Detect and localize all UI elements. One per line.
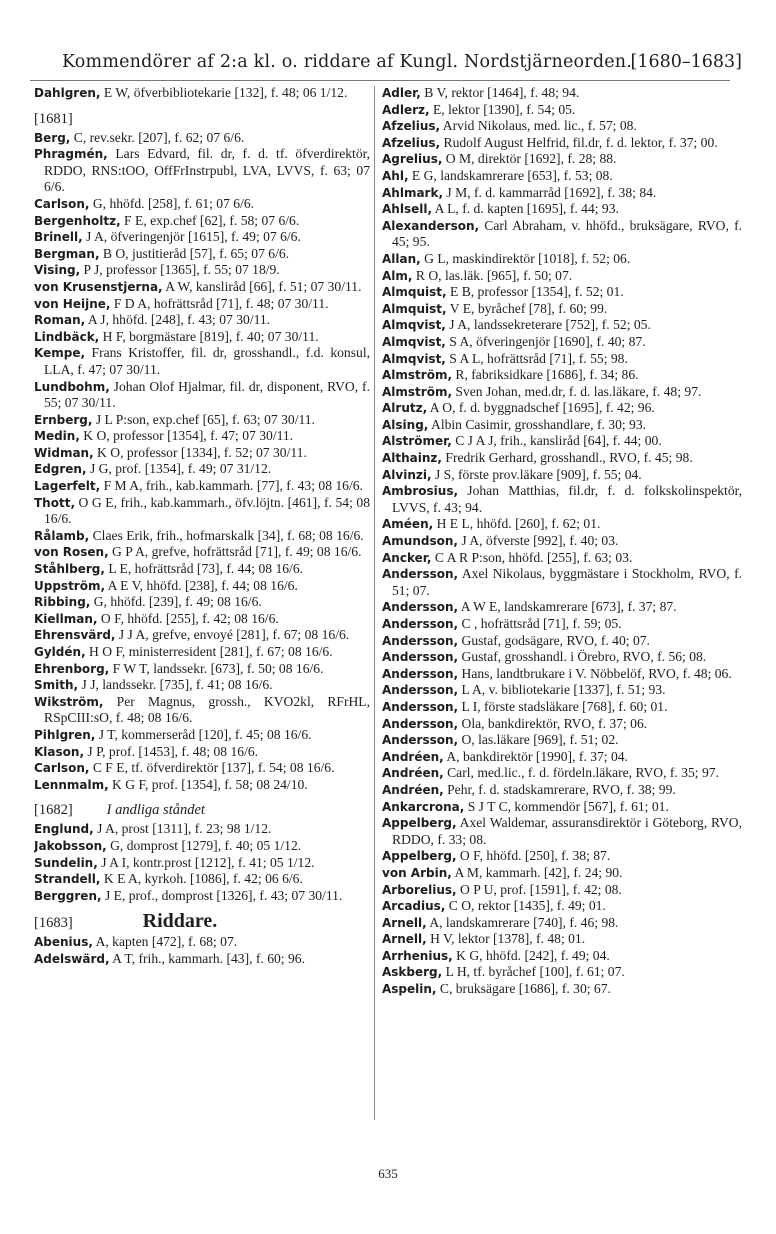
register-entry <box>382 799 742 816</box>
entry-surname: Adlerz, <box>382 102 430 117</box>
register-entry <box>382 550 742 567</box>
register-entry <box>382 682 742 699</box>
register-entry <box>34 578 370 595</box>
register-entry <box>382 931 742 948</box>
entry-details: Pehr, f. d. stadskamrerare, RVO, f. 38; 99. <box>443 781 676 797</box>
entry-surname: Abenius, <box>34 935 93 950</box>
entry-details: A W E, landskamrerare [673], f. 37; 87. <box>458 599 677 615</box>
entry-details: G, domprost [1279], f. 40; 05 1/12. <box>106 837 302 853</box>
entry-details: J J A, grefve, envoyé [281], f. 67; 08 16/6. <box>115 627 350 643</box>
entry-details: Carl, med.lic., f. d. fördeln.läkare, RVO, f. 35; 97. <box>443 765 719 781</box>
entry-details: C, rev.sekr. [207], f. 62; 07 6/6. <box>70 129 245 145</box>
register-entry <box>34 744 370 761</box>
entry-details: A, bankdirektör [1990], f. 37; 04. <box>443 748 628 764</box>
register-entry <box>34 412 370 429</box>
register-entry <box>34 428 370 445</box>
entry-surname: Arnell, <box>382 932 427 947</box>
register-entry <box>382 102 742 119</box>
register-entry <box>382 749 742 766</box>
entry-details: C O, rektor [1435], f. 49; 01. <box>445 898 606 914</box>
entry-details: A T, frih., kammarh. [43], f. 60; 96. <box>109 950 305 966</box>
register-entry <box>34 296 370 313</box>
entry-details: O M, direktör [1692], f. 28; 88. <box>442 151 617 167</box>
register-entry <box>34 379 370 412</box>
entry-surname: Adelswärd, <box>34 951 110 966</box>
register-entry <box>382 218 742 251</box>
register-entry <box>34 85 370 102</box>
register-entry <box>34 544 370 561</box>
entry-details: A, kapten [472], f. 68; 07. <box>92 934 238 950</box>
register-entry <box>382 915 742 932</box>
entry-details: G P A, grefve, hofrättsråd [71], f. 49; 08 16/6. <box>108 544 362 560</box>
entry-surname: Almquist, <box>382 285 447 300</box>
entry-details: G L, maskindirektör [1018], f. 52; 06. <box>420 250 631 266</box>
register-entry <box>382 599 742 616</box>
entry-details: L I, förste stadsläkare [768], f. 60; 01. <box>458 698 668 714</box>
entry-details: A W, kansliråd [66], f. 51; 07 30/11. <box>162 278 362 294</box>
entry-details: Gustaf, godsägare, RVO, f. 40; 07. <box>458 632 650 648</box>
register-entry <box>34 312 370 329</box>
entry-details: S A, öfveringenjör [1690], f. 40; 87. <box>445 333 646 349</box>
register-entry <box>382 284 742 301</box>
entry-details: A J, hhöfd. [248], f. 43; 07 30/11. <box>85 312 271 328</box>
entry-details: C J A J, frih., kansliråd [64], f. 44; 00. <box>451 433 662 449</box>
register-entry <box>382 201 742 218</box>
entry-surname: Almquist, <box>382 301 447 316</box>
entry-surname: Agrelius, <box>382 152 443 167</box>
entry-details: A, landskamrerare [740], f. 46; 98. <box>426 914 619 930</box>
header-range: [1680–1683] <box>630 52 742 72</box>
entry-surname: von Heijne, <box>34 296 111 311</box>
entry-details: O G E, frih., kab.kammarh., öfv.löjtn. [461], f. 54; 08 16/6. <box>44 494 370 527</box>
entry-surname: Lagerfelt, <box>34 479 101 494</box>
entry-surname: Ahl, <box>382 168 409 183</box>
entry-surname: Andersson, <box>382 733 459 748</box>
entry-details: Axel Waldemar, assuransdirektör i Göteborg, RVO, RDDO, f. 33; 08. <box>392 815 742 847</box>
entry-surname: Edgren, <box>34 462 87 477</box>
entry-details: E G, landskamrerare [653], f. 53; 08. <box>408 167 613 183</box>
entry-details: G, hhöfd. [258], f. 61; 07 6/6. <box>89 195 255 211</box>
entry-details: J A, prost [1311], f. 23; 98 1/12. <box>93 821 272 837</box>
entry-surname: Aspelin, <box>382 982 437 997</box>
register-entry <box>34 855 370 872</box>
register-entry <box>382 882 742 899</box>
entry-details: Carl Abraham, v. hhöfd., bruksägare, RVO, f. 45; 95. <box>392 217 742 250</box>
entry-surname: Lundbohm, <box>34 379 110 394</box>
entry-surname: Almqvist, <box>382 318 446 333</box>
entry-surname: Ribbing, <box>34 595 91 610</box>
entry-details: P J, professor [1365], f. 55; 07 18/9. <box>80 262 280 278</box>
entry-surname: Wikström, <box>34 694 104 709</box>
entry-surname: von Rosen, <box>34 545 109 560</box>
register-entry <box>382 649 742 666</box>
entry-surname: Smith, <box>34 678 79 693</box>
entry-surname: Brinell, <box>34 230 83 245</box>
register-entry <box>382 185 742 202</box>
register-entry <box>34 661 370 678</box>
register-entry <box>382 351 742 368</box>
register-entry <box>382 533 742 550</box>
entry-details: Sven Johan, med.dr, f. d. las.läkare, f. 48; 97. <box>452 383 702 399</box>
entry-surname: Widman, <box>34 445 94 460</box>
entry-details: Fredrik Gerhard, grosshandl., RVO, f. 45; 98. <box>441 450 693 466</box>
register-entry <box>382 433 742 450</box>
section-title: Riddare. <box>142 910 218 933</box>
register-entry <box>34 478 370 495</box>
entry-details: J P, prof. [1453], f. 48; 08 16/6. <box>84 743 259 759</box>
entry-surname: Andersson, <box>382 716 459 731</box>
entry-surname: Appelberg, <box>382 849 457 864</box>
register-entry <box>34 495 370 528</box>
entry-details: K E A, kyrkoh. [1086], f. 42; 06 6/6. <box>100 871 303 887</box>
register-entry <box>382 948 742 965</box>
entry-surname: Ankarcrona, <box>382 799 465 814</box>
register-entry <box>34 561 370 578</box>
year-label: [1681] <box>34 110 73 127</box>
entry-surname: Ernberg, <box>34 412 93 427</box>
register-entry <box>382 118 742 135</box>
entry-surname: Berggren, <box>34 888 102 903</box>
entry-details: A O, f. d. byggnadschef [1695], f. 42; 96. <box>427 400 655 416</box>
entry-details: Frans Kristoffer, fil. dr, grosshandl., f.d. konsul, LLA, f. 47; 07 30/11. <box>44 345 370 377</box>
register-entry <box>34 146 370 196</box>
entry-surname: Amundson, <box>382 534 458 549</box>
entry-surname: Améen, <box>382 517 434 532</box>
entry-surname: Andersson, <box>382 600 459 615</box>
register-entry <box>34 951 370 968</box>
register-entry <box>382 483 742 516</box>
entry-surname: Pihlgren, <box>34 727 96 742</box>
register-entry <box>34 934 370 951</box>
entry-details: L A, v. bibliotekarie [1337], f. 51; 93. <box>458 682 666 698</box>
entry-details: Claes Erik, frih., hofmarskalk [34], f. 68; 08 16/6. <box>89 527 364 543</box>
register-entry <box>382 85 742 102</box>
entry-surname: Andréen, <box>382 782 444 797</box>
entry-surname: Appelberg, <box>382 816 457 831</box>
register-entry <box>34 213 370 230</box>
year-label: [1682] <box>34 802 73 819</box>
register-entry <box>382 151 742 168</box>
entry-surname: Roman, <box>34 313 86 328</box>
register-entry <box>34 196 370 213</box>
entry-details: K G F, prof. [1354], f. 58; 08 24/10. <box>108 776 308 792</box>
entry-surname: Rålamb, <box>34 528 90 543</box>
entry-surname: Afzelius, <box>382 119 441 134</box>
entry-details: A L, f. d. kapten [1695], f. 44; 93. <box>432 201 619 217</box>
entry-surname: Alvinzi, <box>382 467 432 482</box>
year-heading <box>34 110 370 128</box>
entry-surname: Berg, <box>34 130 71 145</box>
entry-details: J G, prof. [1354], f. 49; 07 31/12. <box>86 461 272 477</box>
entry-details: K G, hhöfd. [242], f. 49; 04. <box>452 947 610 963</box>
register-entry <box>34 445 370 462</box>
entry-surname: Alexanderson, <box>382 218 480 233</box>
register-entry <box>382 367 742 384</box>
entry-surname: Bergenholtz, <box>34 213 121 228</box>
entry-details: L E, hofrättsråd [73], f. 44; 08 16/6. <box>104 561 304 577</box>
register-entry <box>34 871 370 888</box>
register-entry <box>382 699 742 716</box>
entry-surname: Carlson, <box>34 761 90 776</box>
entry-details: C , hofrättsråd [71], f. 59; 05. <box>458 616 622 631</box>
entry-details: V E, byråchef [78], f. 60; 99. <box>446 300 608 316</box>
register-entry <box>382 268 742 285</box>
register-entry <box>382 616 742 633</box>
entry-details: F W T, landssekr. [673], f. 50; 08 16/6. <box>109 660 324 676</box>
entry-surname: Ahlmark, <box>382 185 444 200</box>
entry-surname: Alsing, <box>382 417 429 432</box>
entry-details: F M A, frih., kab.kammarh. [77], f. 43; 08 16/6. <box>100 478 363 494</box>
entry-details: J S, förste prov.läkare [909], f. 55; 04. <box>431 466 642 482</box>
entry-details: E B, professor [1354], f. 52; 01. <box>446 284 624 300</box>
entry-details: H F, borgmästare [819], f. 40; 07 30/11. <box>99 328 319 344</box>
entry-surname: Ehrenborg, <box>34 661 110 676</box>
entry-surname: Dahlgren, <box>34 86 101 100</box>
page-number: 635 <box>378 1166 398 1181</box>
entry-surname: von Krusenstjerna, <box>34 279 163 294</box>
entry-surname: Arrhenius, <box>382 948 453 963</box>
entry-details: R O, las.läk. [965], f. 50; 07. <box>412 267 573 283</box>
entry-surname: Andersson, <box>382 666 459 681</box>
entry-details: C A R P:son, hhöfd. [255], f. 63; 03. <box>431 549 633 565</box>
entry-details: S J T C, kommendör [567], f. 61; 01. <box>464 798 669 814</box>
register-entry <box>34 229 370 246</box>
entry-surname: Almqvist, <box>382 334 446 349</box>
entry-surname: Alrutz, <box>382 401 428 416</box>
entry-surname: Almqvist, <box>382 351 446 366</box>
register-entry <box>382 666 742 683</box>
entry-surname: Medin, <box>34 429 80 444</box>
entry-details: E W, öfverbibliotekarie [132], f. 48; 06 1/12. <box>100 85 348 100</box>
entry-details: G, hhöfd. [239], f. 49; 08 16/6. <box>90 594 262 610</box>
entry-details: F D A, hofrättsråd [71], f. 48; 07 30/11. <box>110 295 329 311</box>
register-entry <box>34 461 370 478</box>
entry-details: J T, kommerseråd [120], f. 45; 08 16/6. <box>95 726 312 742</box>
entry-surname: Andersson, <box>382 683 459 698</box>
entry-surname: Alm, <box>382 268 413 283</box>
entry-surname: Adler, <box>382 86 421 100</box>
register-entry <box>382 633 742 650</box>
register-entry <box>34 594 370 611</box>
entry-surname: Gyldén, <box>34 645 86 659</box>
entry-details: Lars Edvard, fil. dr, f. d. tf. öfverdirektör, RDDO, RNS:tOO, OffFrInstrpubl, LVA, LVVS, f. 63; 07 6/6. <box>44 146 370 195</box>
entry-details: J A, öfverste [992], f. 40; 03. <box>457 533 619 549</box>
register-entry <box>34 760 370 777</box>
register-entry <box>382 168 742 185</box>
entry-details: Axel Nikolaus, byggmästare i Stockholm, RVO, f. 51; 07. <box>392 566 742 598</box>
entry-surname: Lennmalm, <box>34 777 109 792</box>
entry-details: F E, exp.chef [62], f. 58; 07 6/6. <box>120 212 300 228</box>
entry-surname: Andersson, <box>382 567 459 582</box>
entry-details: C F E, tf. öfverdirektör [137], f. 54; 08 16/6. <box>89 760 335 776</box>
right-column <box>382 85 742 1120</box>
entry-details: A M, kammarh. [42], f. 24; 90. <box>451 864 623 880</box>
entry-surname: Uppström, <box>34 578 106 593</box>
register-entry <box>382 450 742 467</box>
entry-surname: Andréen, <box>382 749 444 764</box>
entry-details: K O, professor [1334], f. 52; 07 30/11. <box>93 444 307 460</box>
entry-details: L H, tf. byråchef [100], f. 61; 07. <box>442 964 625 980</box>
entry-details: O P U, prof. [1591], f. 42; 08. <box>456 881 622 897</box>
entry-details: H V, lektor [1378], f. 48; 01. <box>426 931 586 947</box>
register-entry <box>382 467 742 484</box>
entry-details: O F, hhöfd. [250], f. 38; 87. <box>456 848 611 864</box>
section-title: I andliga ståndet <box>106 802 205 819</box>
register-entry <box>382 848 742 865</box>
entry-surname: Sundelin, <box>34 855 98 870</box>
entry-details: S A L, hofrättsråd [71], f. 55; 98. <box>445 350 628 366</box>
entry-surname: Ancker, <box>382 550 432 565</box>
register-entry <box>34 528 370 545</box>
register-entry <box>382 782 742 799</box>
register-entry <box>382 865 742 882</box>
entry-details: J A I, kontr.prost [1212], f. 41; 05 1/12. <box>97 854 315 870</box>
entry-details: E, lektor [1390], f. 54; 05. <box>429 101 576 117</box>
entry-details: Arvid Nikolaus, med. lic., f. 57; 08. <box>440 118 637 134</box>
entry-surname: Thott, <box>34 495 76 510</box>
entry-surname: Jakobsson, <box>34 838 107 853</box>
register-entry <box>34 627 370 644</box>
register-entry <box>34 345 370 378</box>
register-entry <box>34 777 370 794</box>
register-entry <box>382 765 742 782</box>
entry-details: O F, hhöfd. [255], f. 42; 08 16/6. <box>97 610 279 626</box>
entry-details: H O F, ministerresident [281], f. 67; 08 16/6. <box>85 644 333 659</box>
year-label: [1683] <box>34 915 73 932</box>
entry-surname: Alströmer, <box>382 434 452 449</box>
entry-details: A E V, hhöfd. [238], f. 44; 08 16/6. <box>105 577 298 593</box>
entry-surname: Carlson, <box>34 196 90 211</box>
register-entry <box>382 716 742 733</box>
entry-surname: Lindbäck, <box>34 329 100 344</box>
register-entry <box>34 727 370 744</box>
entry-surname: Bergman, <box>34 246 100 261</box>
register-entry <box>34 262 370 279</box>
entry-surname: Andersson, <box>382 650 459 665</box>
register-entry <box>34 888 370 905</box>
register-entry <box>34 279 370 296</box>
entry-details: Per Magnus, grossh., KVO2kl, RFrHL, RSpCIII:sO, f. 48; 08 16/6. <box>44 693 370 726</box>
entry-surname: Arcadius, <box>382 899 446 914</box>
entry-details: R, fabriksidkare [1686], f. 34; 86. <box>452 367 639 383</box>
entry-surname: Andréen, <box>382 766 444 781</box>
entry-details: J A, öfveringenjör [1615], f. 49; 07 6/6. <box>82 229 301 245</box>
entry-details: Ola, bankdirektör, RVO, f. 37; 06. <box>458 715 648 731</box>
register-entry <box>34 677 370 694</box>
entry-surname: Ambrosius, <box>382 484 459 499</box>
entry-surname: Vising, <box>34 263 81 278</box>
entry-surname: Ahlsell, <box>382 202 433 217</box>
header-rule <box>30 80 730 81</box>
entry-surname: Arborelius, <box>382 882 457 897</box>
year-heading <box>34 801 370 819</box>
register-entry <box>34 821 370 838</box>
entry-details: O, las.läkare [969], f. 51; 02. <box>458 732 619 748</box>
register-entry <box>382 981 742 998</box>
register-entry <box>382 516 742 533</box>
left-column <box>34 85 370 1120</box>
column-divider <box>374 86 375 1120</box>
entry-surname: Askberg, <box>382 965 443 980</box>
running-header <box>30 52 750 80</box>
register-entry <box>382 400 742 417</box>
entry-details: B O, justitieråd [57], f. 65; 07 6/6. <box>99 245 290 261</box>
entry-surname: Afzelius, <box>382 135 441 150</box>
register-entry <box>34 130 370 147</box>
register-entry <box>34 694 370 727</box>
entry-details: J J, landssekr. [735], f. 41; 08 16/6. <box>78 677 273 693</box>
entry-details: K O, professor [1354], f. 47; 07 30/11. <box>79 428 294 444</box>
register-entry <box>382 566 742 599</box>
header-title: Kommendörer af 2:a kl. o. riddare af Kungl. Nordstjärneorden. <box>62 52 633 72</box>
entry-details: Hans, landtbrukare i V. Nöbbelöf, RVO, f. 48; 06. <box>458 665 732 681</box>
entry-surname: von Arbin, <box>382 865 452 880</box>
entry-details: Gustaf, grosshandl. i Örebro, RVO, f. 56; 08. <box>458 649 707 665</box>
entry-details: J E, prof., domprost [1326], f. 43; 07 30/11. <box>101 887 343 903</box>
register-entry <box>34 611 370 628</box>
entry-surname: Ehrensvärd, <box>34 628 116 643</box>
entry-surname: Allan, <box>382 251 421 266</box>
register-entry <box>34 246 370 263</box>
register-entry <box>382 732 742 749</box>
entry-surname: Kempe, <box>34 346 86 361</box>
register-entry <box>34 329 370 346</box>
entry-surname: Englund, <box>34 822 94 837</box>
entry-surname: Strandell, <box>34 872 101 887</box>
register-entry <box>382 417 742 434</box>
entry-surname: Andersson, <box>382 699 459 714</box>
register-entry <box>382 251 742 268</box>
entry-surname: Andersson, <box>382 633 459 648</box>
register-entry <box>382 135 742 152</box>
entry-details: Johan Matthias, fil.dr, f. d. folkskolinspektör, LVVS, f. 43; 94. <box>392 483 742 515</box>
register-entry <box>382 964 742 981</box>
entry-surname: Althainz, <box>382 451 442 466</box>
entry-details: J M, f. d. kammarråd [1692], f. 38; 84. <box>443 184 657 200</box>
register-entry <box>382 317 742 334</box>
entry-details: C, bruksägare [1686], f. 30; 67. <box>436 981 611 997</box>
entry-details: J A, landssekreterare [752], f. 52; 05. <box>445 317 651 333</box>
entry-surname: Phragmén, <box>34 147 108 162</box>
entry-details: Rudolf August Helfrid, fil.dr, f. d. lektor, f. 37; 00. <box>440 134 718 150</box>
entry-details: J L P:son, exp.chef [65], f. 63; 07 30/11. <box>92 411 315 427</box>
entry-details: Albin Casimir, grosshandlare, f. 30; 93. <box>428 416 647 432</box>
entry-surname: Almström, <box>382 368 453 383</box>
entry-surname: Arnell, <box>382 915 427 930</box>
register-entry <box>382 898 742 915</box>
register-entry <box>34 838 370 855</box>
entry-surname: Andersson, <box>382 617 459 631</box>
register-entry <box>382 334 742 351</box>
register-entry <box>382 384 742 401</box>
year-heading <box>34 912 370 932</box>
entry-details: Johan Olof Hjalmar, fil. dr, disponent, RVO, f. 55; 07 30/11. <box>44 378 370 411</box>
entry-details: B V, rektor [1464], f. 48; 94. <box>420 85 580 100</box>
entry-surname: Ståhlberg, <box>34 562 105 577</box>
entry-surname: Almström, <box>382 384 453 399</box>
entry-surname: Klason, <box>34 744 84 759</box>
register-entry <box>34 644 370 661</box>
register-entry <box>382 815 742 848</box>
entry-details: H E L, hhöfd. [260], f. 62; 01. <box>433 516 601 532</box>
entry-surname: Kiellman, <box>34 611 98 626</box>
register-entry <box>382 301 742 318</box>
